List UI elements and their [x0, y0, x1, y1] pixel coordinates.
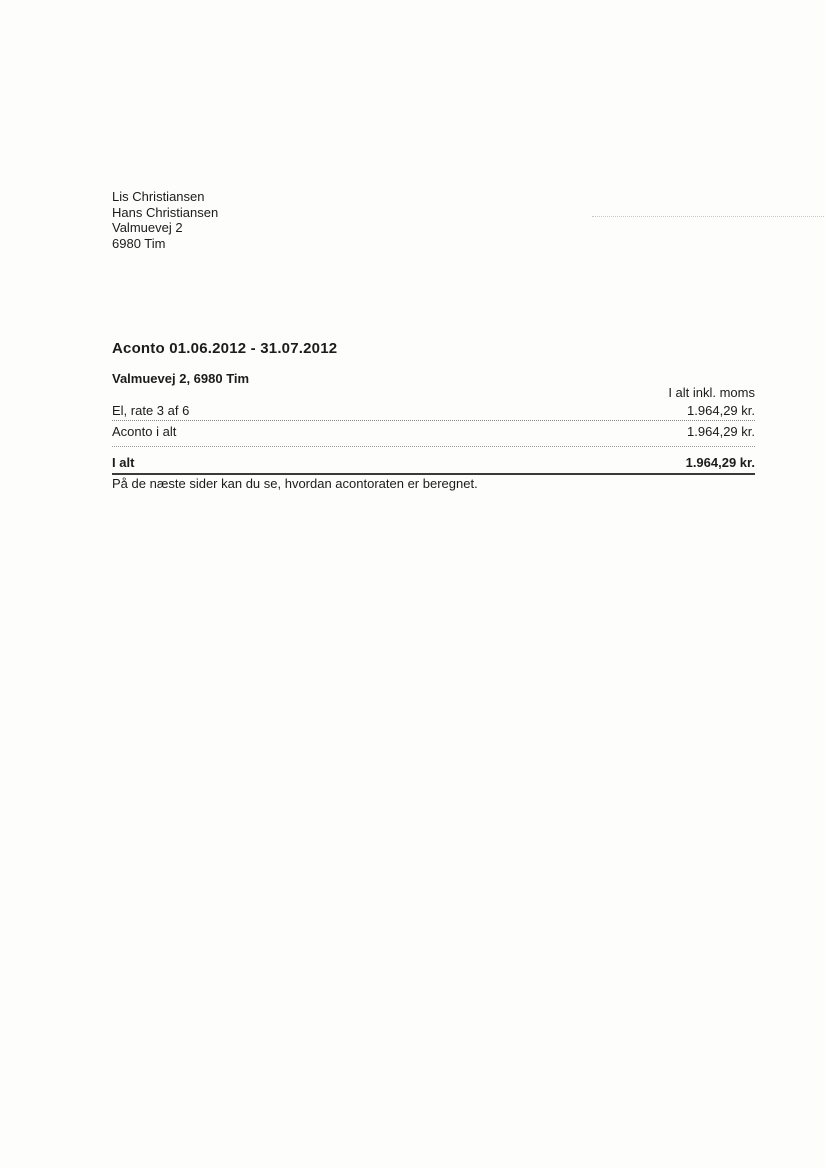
amount-column-header: I alt inkl. moms: [668, 385, 755, 400]
recipient-name-1: Lis Christiansen: [112, 189, 205, 204]
recipient-address-block: [112, 189, 218, 251]
total-row: [112, 453, 755, 475]
document-subtitle: Valmuevej 2, 6980 Tim: [112, 371, 250, 386]
amount-table: [112, 385, 755, 475]
row-value: 1.964,29 kr.: [687, 424, 755, 439]
table-row: [112, 421, 755, 447]
total-value: 1.964,29 kr.: [685, 455, 755, 470]
recipient-name-2: Hans Christiansen: [112, 204, 219, 220]
total-label: I alt: [112, 455, 135, 470]
row-value: 1.964,29 kr.: [687, 403, 755, 418]
document-title: Aconto 01.06.2012 - 31.07.2012: [112, 340, 338, 357]
row-label: El, rate 3 af 6: [112, 403, 190, 418]
row-label: Aconto i alt: [112, 424, 177, 439]
recipient-street: Valmuevej 2: [112, 220, 183, 235]
scan-artifact-line: [592, 216, 825, 217]
document-page: [112, 0, 755, 1168]
footer-note: På de næste sider kan du se, hvordan acontoraten er beregnet.: [112, 476, 478, 491]
table-row: [112, 402, 755, 421]
recipient-city: 6980 Tim: [112, 235, 166, 251]
